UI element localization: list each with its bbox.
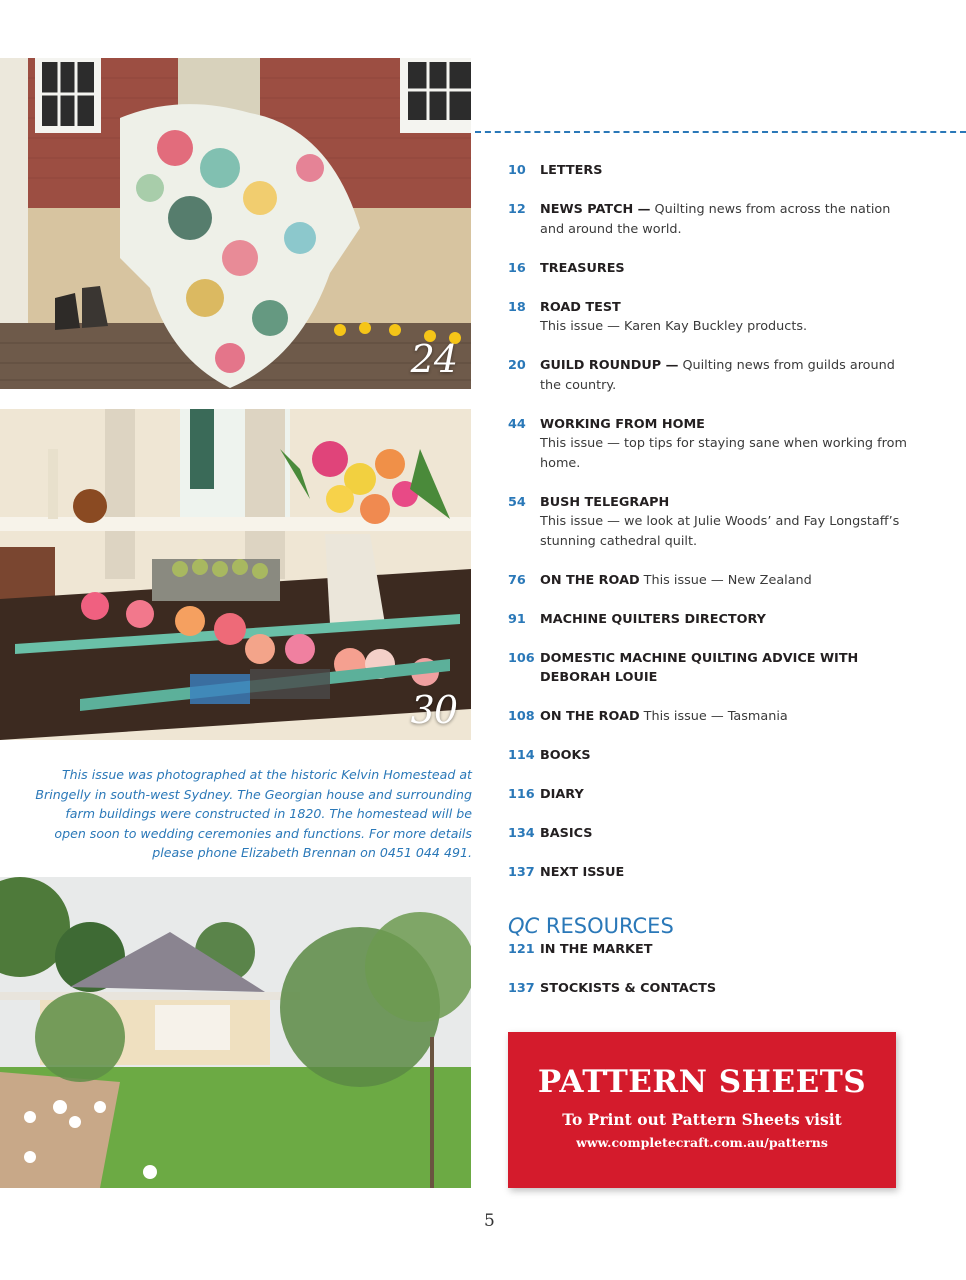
toc-description: Quilting news from across the nation and around the world. — [540, 202, 891, 237]
toc-page-number: 54 — [508, 494, 526, 510]
toc-description: This issue — we look at Julie Woods’ and Fay Longstaff’s stunning cathedral quilt. — [540, 514, 900, 549]
toc-title: TREASURES — [540, 260, 625, 276]
toc-page-number: 10 — [508, 163, 526, 178]
toc-item-on-the-road-nz[interactable] — [508, 571, 908, 591]
toc-title: IN THE MARKET — [540, 942, 653, 957]
table-runner-photo-illustration — [0, 409, 471, 740]
toc-title: ROAD TEST — [540, 299, 621, 315]
toc-title: BOOKS — [540, 748, 591, 763]
toc-title: DIARY — [540, 787, 584, 802]
toc-description: This issue — New Zealand — [639, 572, 812, 588]
feature-page-number: 30 — [410, 688, 457, 732]
page-number: 5 — [484, 1211, 495, 1231]
toc-title: WORKING FROM HOME — [540, 416, 705, 432]
toc-page-number: 137 — [508, 981, 535, 996]
toc-page-number: 134 — [508, 826, 535, 841]
resources-heading — [508, 913, 674, 939]
toc-title: BUSH TELEGRAPH — [540, 494, 670, 510]
toc-page-number: 108 — [508, 709, 535, 724]
toc-title: DOMESTIC MACHINE QUILTING ADVICE WITH DEBORAH LOUIE — [540, 650, 859, 685]
toc-item-treasures[interactable] — [508, 259, 908, 279]
toc-item-books[interactable] — [508, 746, 908, 766]
quilt-photo-illustration — [0, 58, 471, 389]
dashed-divider — [475, 131, 966, 133]
resources-heading-prefix: QC — [508, 914, 540, 938]
promo-url-link[interactable]: www.completecraft.com.au/patterns — [576, 1135, 828, 1150]
toc-item-guild-roundup[interactable] — [508, 356, 908, 395]
resource-item-in-the-market[interactable] — [508, 940, 908, 960]
pattern-sheets-banner[interactable] — [508, 1032, 896, 1188]
resources-heading-text: RESOURCES — [539, 914, 674, 938]
toc-item-road-test[interactable] — [508, 298, 908, 337]
photo-homestead-exterior — [0, 877, 471, 1188]
feature-page-number: 24 — [410, 337, 457, 381]
toc-item-diary[interactable] — [508, 785, 908, 805]
promo-subtitle: To Print out Pattern Sheets visit — [562, 1110, 842, 1129]
toc-item-bush-telegraph[interactable] — [508, 493, 908, 552]
toc-item-on-the-road-tasmania[interactable] — [508, 707, 908, 727]
resource-item-stockists-contacts[interactable] — [508, 979, 908, 999]
toc-item-domestic-machine-quilting[interactable] — [508, 649, 908, 688]
toc-title: NEWS PATCH — — [540, 202, 651, 217]
toc-page-number: 121 — [508, 942, 535, 957]
toc-title: BASICS — [540, 826, 593, 841]
toc-title: MACHINE QUILTERS DIRECTORY — [540, 611, 766, 627]
toc-page-number: 137 — [508, 865, 535, 880]
toc-page-number: 114 — [508, 748, 535, 763]
toc-item-news-patch[interactable] — [508, 200, 908, 239]
resources-list — [508, 940, 908, 1018]
toc-item-working-from-home[interactable] — [508, 415, 908, 474]
toc-item-machine-quilters-directory[interactable] — [508, 610, 908, 630]
toc-page-number: 106 — [508, 650, 535, 666]
toc-description: This issue — Karen Kay Buckley products. — [540, 319, 808, 334]
toc-page-number: 116 — [508, 787, 535, 802]
promo-title: PATTERN SHEETS — [537, 1064, 867, 1100]
toc-page-number: 44 — [508, 416, 526, 432]
toc-title: LETTERS — [540, 163, 603, 178]
table-of-contents — [508, 161, 908, 902]
toc-item-basics[interactable] — [508, 824, 908, 844]
homestead-photo-illustration — [0, 877, 471, 1188]
photo-flower-table-runner — [0, 409, 471, 740]
toc-item-letters[interactable] — [508, 161, 908, 181]
toc-description: This issue — Tasmania — [639, 709, 788, 724]
toc-page-number: 16 — [508, 260, 526, 276]
photo-quilt-on-chair — [0, 58, 471, 389]
toc-title: ON THE ROAD — [540, 572, 640, 588]
toc-page-number: 20 — [508, 358, 526, 373]
toc-description: This issue — top tips for staying sane when working from home. — [540, 436, 907, 471]
toc-page-number: 12 — [508, 202, 526, 217]
toc-page-number: 91 — [508, 611, 526, 627]
toc-page-number: 18 — [508, 299, 526, 315]
toc-title: STOCKISTS & CONTACTS — [540, 981, 717, 996]
photo-location-caption: This issue was photographed at the historic Kelvin Homestead at Bringelly in south-west Sydney. The Georgian house and surrounding farm buildings were constructed in 1820. The homestead will be open soon to wedding ceremonies and functions. For more details please phone Elizabeth Brennan on 0451 044 491. — [35, 767, 472, 860]
toc-description: Quilting news from guilds around the country. — [540, 358, 895, 393]
toc-page-number: 76 — [508, 572, 526, 588]
toc-title: ON THE ROAD — [540, 709, 640, 724]
toc-title: NEXT ISSUE — [540, 865, 625, 880]
toc-item-next-issue[interactable] — [508, 863, 908, 883]
toc-title: GUILD ROUNDUP — — [540, 358, 679, 373]
